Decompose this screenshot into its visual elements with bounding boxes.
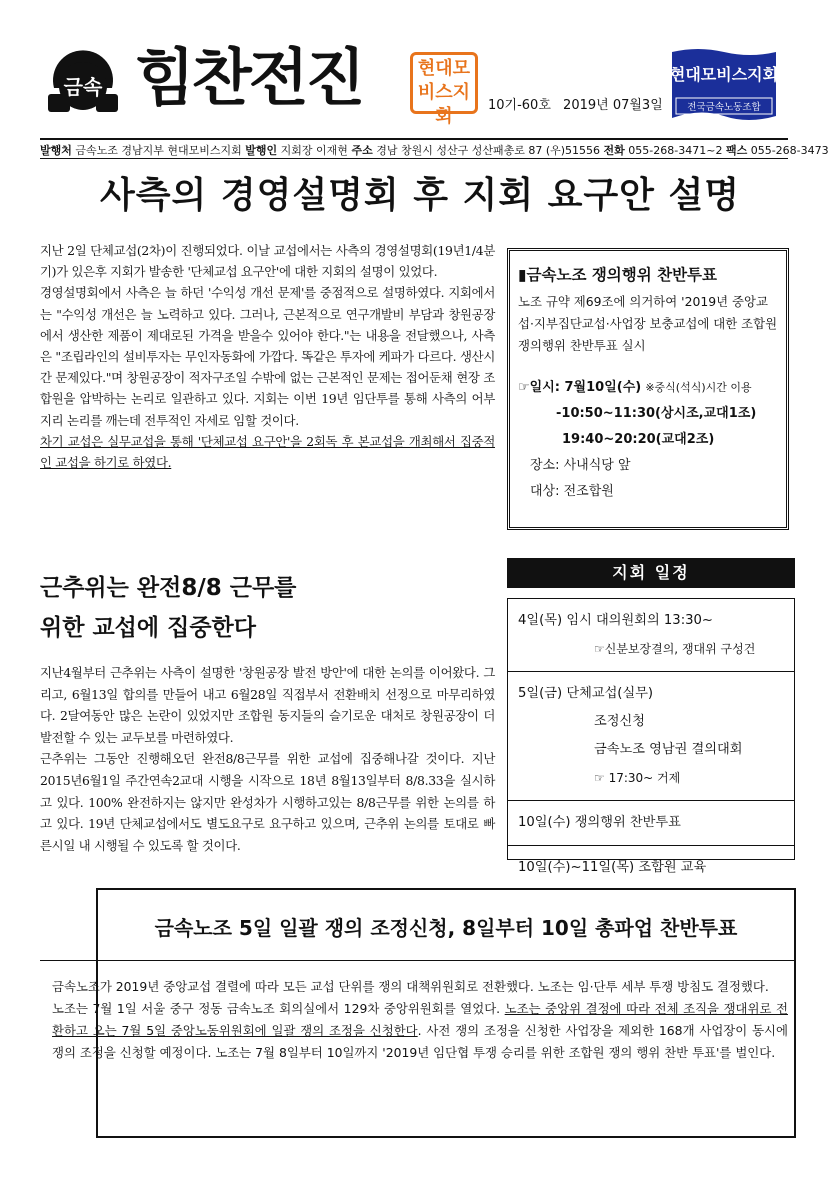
masthead-divider [40,138,788,140]
article-paragraph: 차기 교섭은 실무교섭을 통해 '단체교섭 요구안'을 2회독 후 본교섭을 개최해서 집중적인 교섭을 하기로 하였다. [40,433,495,471]
article2-title-line: 위한 교섭에 집중한다 [40,615,256,641]
branch-flag-icon [668,46,780,128]
vote-box-title: ▮금속노조 쟁의행위 찬반투표 [518,266,717,284]
schedule-line: 5일(금) 단체교섭(실무) [518,686,654,701]
schedule-table [507,598,795,875]
address-label: 주소 [351,144,373,157]
issue-date: 2019년 07월3일 [563,98,663,113]
newsletter-title: 힘찬전진 [135,41,363,114]
article-paragraph: 근추위는 그동안 진행해오던 완전8/8근무를 위한 교섭에 집중해나갈 것이다. 지난 2015년6월1일 주간연속2교대 시행을 시작으로 18년 8월13일부터 8/8.33을 실시하고 있다. 100% 완전하지는 않지만 완성차가 시행하고있는 8/8근무를 위한 논의를 하고 있다. 19년 단체교섭에서도 별도요구로 요구하고 있으며, 근추위 논의를 토대로 빠른시일 내 시행될 수 있도록 할 것이다. [40,751,495,853]
flag-text: 현대모비스지회 [669,65,779,84]
article-paragraph: 지난4월부터 근추위는 사측이 설명한 '창원공장 발전 방안'에 대한 논의를 이어왔다. 그리고, 6월13일 합의를 만들어 내고 6월28일 직접부서 전환배치 선정으로 마무리하였다. 2달여동안 많은 논란이 있었지만 조합원 동지들의 슬기로운 대처로 창원공장이 더 발전할 수 있는 교두보를 마련하였다. [40,665,495,745]
phone-value: 055-268-3471~2 [628,144,723,157]
schedule-item: 10일(수) 쟁의행위 찬반투표 [508,801,794,846]
schedule-line: 금속노조 영남권 결의대회 [594,742,743,757]
main-headline: 사측의 경영설명회 후 지회 요구안 설명 [99,175,741,216]
article-paragraph: 금속노조가 2019년 중앙교섭 결렬에 따라 모든 교섭 단위를 쟁의 대책위원회로 전환했다. 노조는 임·단투 세부 투쟁 방침도 결정했다. [52,979,769,994]
underlined-text: 노조는 중앙위 결정에 따라 전체 조직을 쟁대위로 전환하고 오는 7월 5일 중앙노동위원회에 일괄 쟁의 조정을 신청한다 [52,1001,788,1038]
article-paragraph [52,998,788,1064]
address-value: 경남 창원시 성산구 성산패총로 87 (우)51556 [376,144,601,157]
article2-title-line: 근추위는 완전8/8 근무를 [40,575,297,601]
article-paragraph: 경영설명회에서 사측은 늘 하던 '수익성 개선 문제'를 중점적으로 설명하였다. 지회에서는 "수익성 개선은 늘 노력하고 있다. 그러나, 근본적으로 연구개발비 부담과 창원공장에서 생산한 제품이 제대로된 가격을 받을수 있어야 한다."는 내용을 전달했으나, 사측은 "조립라인의 설비투자는 무인자동화에 가깝다. 똑같은 투자에 케파가 다르다. 생산시간 문제있다."며 창원공장이 적자구조일 수밖에 없는 근본적인 문제는 접어둔채 현장 조합원을 압박하는 논리로 일관하고 있다. 지회는 이번 19년 임단투를 통해 사측의 어부지리 논리를 깨는데 전투적인 자세로 임할 것이다. [40,285,495,428]
schedule-header: 지회 일정 [507,558,795,588]
publisher-divider [40,158,788,159]
publisher-label: 발행처 [40,144,72,157]
union-news-body [52,976,788,1064]
schedule-item: 10일(수)~11일(목) 조합원 교육 [518,860,707,875]
schedule-item [508,599,794,672]
vote-box-description: 노조 규약 제69조에 의거하여 '2019년 중앙교섭·지부집단교섭·사업장 보충교섭에 대한 조합원 쟁의행위 찬반투표 실시 [518,294,778,353]
union-logo-icon [44,48,122,118]
vote-time-2: 19:40~20:20(교대2조) [562,432,715,447]
strike-vote-box [507,248,789,530]
vote-place: 장소: 사내식당 앞 [530,458,631,473]
vote-time-1: -10:50~11:30(상시조,교대1조) [556,406,757,421]
article-work-schedule [40,662,495,856]
union-news-title: 금속노조 5일 일괄 쟁의 조정신청, 8일부터 10일 총파업 찬반투표 [154,916,738,940]
union-news-divider [40,960,796,961]
publisher-line [40,142,829,158]
fax-value: 055-268-3473 [750,144,829,157]
issuer-name: 지회장 이재현 [280,144,348,157]
article-paragraph: 지난 2일 단체교섭(2차)이 진행되었다. 이날 교섭에서는 사측의 경영설명회(19년1/4분기)가 있은후 지회가 발송한 '단체교섭 요구안'에 대한 지회의 설명이 있었다. [40,243,495,280]
vote-target: 대상: 전조합원 [530,484,614,499]
schedule-item [508,672,794,801]
text-span: . 사전 쟁의 조정을 신청한 사업장을 제외한 168개 사업장이 동시에 쟁의 조정을 신청할 예정이다. 노조는 7월 8일부터 10일까지 '2019년 임단협 투쟁 승리를 위한 조합원 쟁의 행위 찬반 투표'를 벌인다. [52,1023,788,1060]
article2-title [40,568,500,648]
schedule-line: 조정신청 [594,714,645,729]
branch-seal: 현대모비스지회 [410,52,478,114]
phone-label: 전화 [603,144,625,157]
schedule-line: ☞ 17:30~ 거제 [594,771,681,785]
logo-text: 금속 [63,75,103,99]
text-span: 노조는 7월 1일 서울 중구 정동 금속노조 회의실에서 129차 중앙위원회를 열었다. [52,1001,505,1016]
publisher-name: 금속노조 경남지부 현대모비스지회 [75,144,242,157]
issuer-label: 발행인 [245,144,278,157]
article-negotiation [40,240,495,473]
flag-subtext: 전국금속노동조합 [687,102,761,113]
vote-date-note: ※중식(석식)시간 이용 [645,381,752,394]
fax-label: 팩스 [725,144,748,157]
issue-info [488,94,671,113]
issue-number: 10기-60호 [488,98,551,113]
schedule-line: ☞신분보장결의, 쟁대위 구성건 [594,642,756,656]
schedule-line: 4일(목) 임시 대의원회의 13:30~ [518,613,713,628]
vote-date: ☞일시: 7월10일(수) [518,380,642,395]
